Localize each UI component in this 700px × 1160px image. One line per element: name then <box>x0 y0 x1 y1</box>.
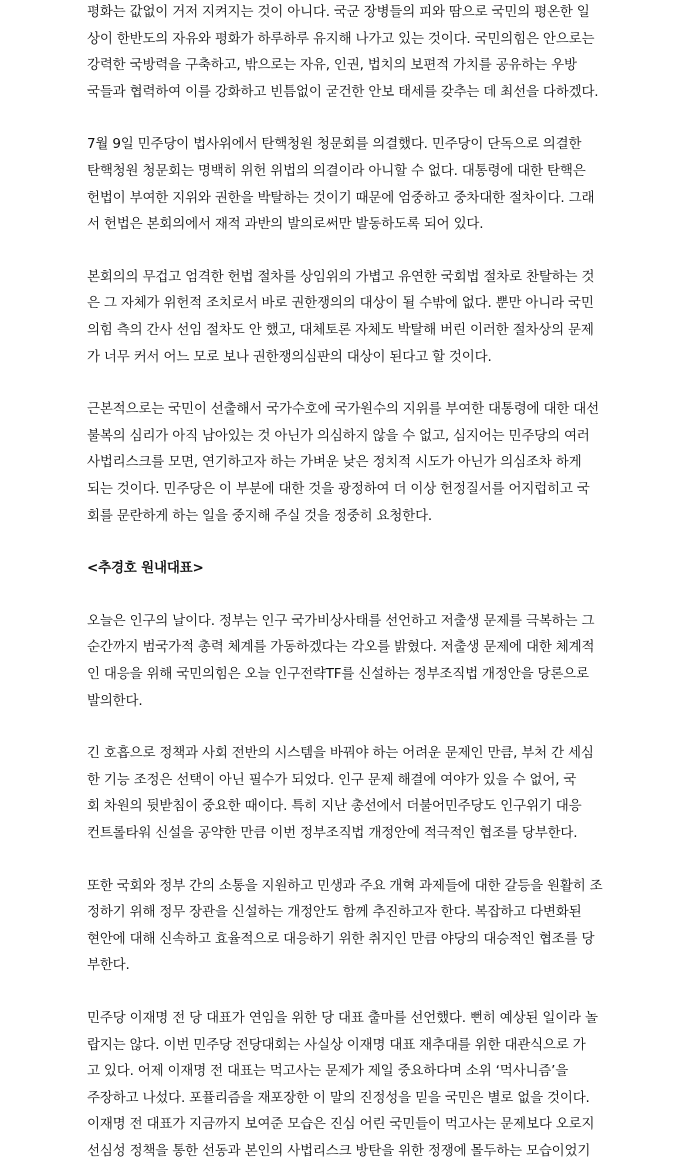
text-line: 평화는 값없이 거저 지켜지는 것이 아니다. 국군 장병들의 피와 땀으로 국민의 평온한 일 <box>87 4 590 20</box>
text-line: 발의한다. <box>87 692 143 709</box>
text-line: 근본적으로는 국민이 선출해서 국가수호에 국가원수의 지위를 부여한 대통령에 대한 대선 <box>87 401 599 418</box>
text-line: 순간까지 범국가적 총력 체계를 가동하겠다는 각오를 밝혔다. 저출생 문제에 대한 체계적 <box>87 639 595 656</box>
text-line: 랍지는 않다. 이번 민주당 전당대회는 사실상 이재명 대표 재추대를 위한 대관식으로 가 <box>87 1036 586 1053</box>
text-line: 불복의 심리가 아직 남아있는 것 아닌가 의심하지 않을 수 없고, 심지어는 민주당의 여러 <box>87 427 590 444</box>
text-line: 정하기 위해 정무 장관을 신설하는 개정안도 함께 추진하고자 한다. 복잡하고 다변화된 <box>87 904 582 921</box>
text-line: 상이 한반도의 자유와 평화가 하루하루 유지해 나가고 있는 것이다. 국민의힘은 안으로는 <box>87 30 595 47</box>
text-line: 되는 것이다. 민주당은 이 부분에 대한 것을 광정하여 더 이상 헌정질서를 어지럽히고 국 <box>87 481 590 497</box>
text-line: 고 있다. 어제 이재명 전 대표는 먹고사는 문제가 제일 중요하다며 소위 ‘먹사니즘’을 <box>87 1063 569 1080</box>
section-heading: <추경호 원내대표> <box>87 560 204 577</box>
text-line: 선심성 정책을 통한 선동과 본인의 사법리스크 방탄을 위한 정쟁에 몰두하는 모습이었기 <box>87 1143 591 1159</box>
text-line: 헌법이 부여한 지위와 권한을 박탈하는 것이기 때문에 엄중하고 중차대한 절차이다. 그래 <box>87 189 595 206</box>
text-line: 인 대응을 위해 국민의힘은 오늘 인구전략TF를 신설하는 정부조직법 개정안을 당론으로 <box>87 666 589 682</box>
text-line: 부한다. <box>87 957 130 974</box>
text-line: 본회의의 무겁고 엄격한 헌법 절차를 상임위의 가볍고 유연한 국회법 절차로 찬탈하는 것 <box>87 268 595 285</box>
text-line: 현안에 대해 신속하고 효율적으로 대응하기 위한 취지인 만큼 야당의 대승적인 협조를 당 <box>87 930 595 947</box>
text-line: 주장하고 나섰다. 포퓰리즘을 재포장한 이 말의 진정성을 믿을 국민은 별로 없을 것이다. <box>87 1089 590 1106</box>
text-line: 민주당 이재명 전 당 대표가 연임을 위한 당 대표 출마를 선언했다. 뻔히 예상된 일이라 놀 <box>87 1010 598 1026</box>
text-line: 이재명 전 대표가 지금까지 보여준 모습은 진심 어린 국민들이 먹고사는 문제보다 오로지 <box>87 1116 595 1133</box>
text-line: 강력한 국방력을 구축하고, 밖으로는 자유, 인권, 법치의 보편적 가치를 공유하는 우방 <box>87 57 577 74</box>
text-line: 국들과 협력하여 이를 강화하고 빈틈없이 굳건한 안보 태세를 갖추는 데 최선을 다하겠다. <box>87 83 599 100</box>
text-line: 서 헌법은 본회의에서 재적 과반의 발의로써만 발동하도록 되어 있다. <box>87 216 484 233</box>
text-line: 컨트롤타워 신설을 공약한 만큼 이번 정부조직법 개정안에 적극적인 협조를 당부한다. <box>87 825 578 841</box>
text-line: 사법리스크를 모면, 연기하고자 하는 가벼운 낮은 정치적 시도가 아닌가 의심조차 하게 <box>87 454 582 471</box>
text-line: 의힘 측의 간사 선임 절차도 안 했고, 대체토론 자체도 박탈해 버린 이러한 절차상의 문제 <box>87 322 594 338</box>
text-line: 가 너무 커서 어느 모로 보나 권한쟁의심판의 대상이 된다고 할 것이다. <box>87 348 492 365</box>
text-line: 7월 9일 민주당이 법사위에서 탄핵청원 청문회를 의결했다. 민주당이 단독으로 의결한 <box>87 136 582 153</box>
text-line: 한 기능 조정은 선택이 아닌 필수가 되었다. 인구 문제 해결에 여야가 있을 수 없어, 국 <box>87 771 577 788</box>
text-line: 긴 호흡으로 정책과 사회 전반의 시스템을 바꿔야 하는 어려운 문제인 만큼, 부처 간 세심 <box>87 745 594 762</box>
text-line: 탄핵청원 청문회는 명백히 위헌 위법의 의결이라 아니할 수 없다. 대통령에 대한 탄핵은 <box>87 163 586 179</box>
text-line: 은 그 자체가 위헌적 조치로서 바로 권한쟁의의 대상이 될 수밖에 없다. 뿐만 아니라 국민 <box>87 295 594 312</box>
text-line: 회를 문란하게 하는 일을 중지해 주실 것을 정중히 요청한다. <box>87 507 433 524</box>
text-line: 오늘은 인구의 날이다. 정부는 인구 국가비상사태를 선언하고 저출생 문제를 극복하는 그 <box>87 612 595 629</box>
text-line: 회 차원의 뒷받침이 중요한 때이다. 특히 지난 총선에서 더불어민주당도 인구위기 대응 <box>87 798 582 815</box>
text-line: 또한 국회와 정부 간의 소통을 지원하고 민생과 주요 개혁 과제들에 대한 갈등을 원활히 조 <box>87 877 603 894</box>
